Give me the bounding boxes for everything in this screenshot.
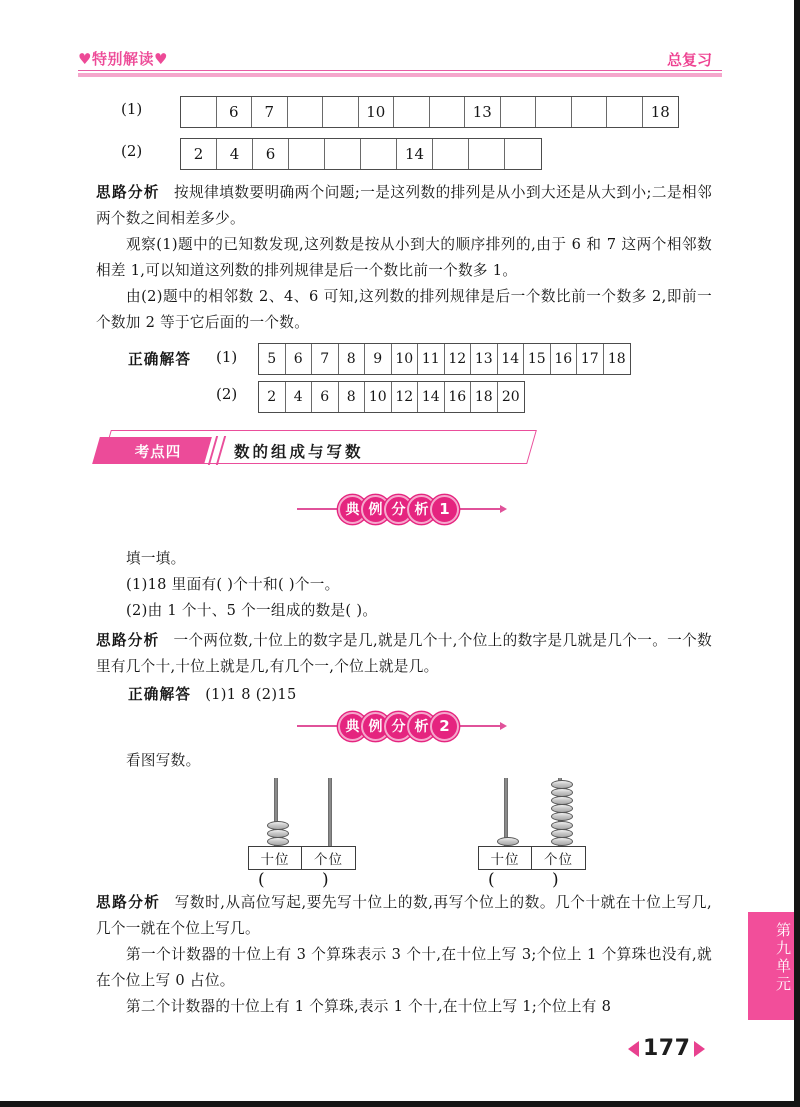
- dianli-chip: 析: [407, 712, 436, 741]
- question-number-strip-2: [180, 138, 542, 170]
- dianli-chip: 析: [407, 495, 436, 524]
- answer-row2-label: (2): [216, 385, 238, 403]
- number-cell: 18: [607, 351, 626, 367]
- number-cell: 8: [339, 344, 366, 374]
- page-bottom-edge: [0, 1101, 800, 1107]
- number-cell: [469, 139, 505, 169]
- number-cell: 4: [286, 382, 313, 412]
- number-cell: 12: [445, 344, 472, 374]
- analysis-1-paragraph-2: 观察(1)题中的已知数发现,这列数是按从小到大的顺序排列的,由于 6 和 7 这两个相邻数相差 1,可以知道这列数的排列规律是后一个数比前一个数多 1。: [96, 236, 712, 279]
- analysis-1-paragraph-3: 由(2)题中的相邻数 2、4、6 可知,这列数的排列规律是后一个数比前一个数多 2,即前一个数加 2 等于它后面的一个数。: [96, 288, 712, 331]
- number-cell: 12: [392, 382, 419, 412]
- example-1-answer-text: (1)1 8 (2)15: [205, 686, 297, 703]
- number-cell: 16: [551, 344, 578, 374]
- analysis-1-label: 思路分析: [96, 184, 160, 201]
- dianli-left-rule: [297, 508, 341, 510]
- number-cell: 13: [471, 344, 498, 374]
- abacus-bead: [551, 821, 573, 830]
- number-cell: 10: [365, 382, 392, 412]
- dianli-chip: 分: [384, 495, 413, 524]
- kaodian-banner: [96, 434, 532, 466]
- answer-number-strip-1: [258, 343, 631, 375]
- example-2-analysis-text-1: 写数时,从高位写起,要先写十位上的数,再写个位上的数。几个十就在十位上写几,几个一就在个位上写几。: [96, 894, 712, 937]
- abacus-1-ones-label: 个位: [314, 852, 343, 868]
- number-cell: 9: [365, 344, 392, 374]
- number-cell: 6: [312, 382, 339, 412]
- abacus-1-base: [248, 846, 356, 870]
- number-cell: 2: [259, 382, 286, 412]
- abacus-counter-2: [462, 770, 592, 890]
- folio-page-number: 177: [643, 1036, 691, 1061]
- number-cell: 14: [418, 382, 445, 412]
- answer-number-strip-2: [258, 381, 525, 413]
- number-cell: 7: [312, 344, 339, 374]
- header-rule-thin: [78, 70, 722, 71]
- answer-row1-label: (1): [216, 348, 238, 366]
- abacus-bead: [551, 829, 573, 838]
- number-cell: 11: [418, 344, 445, 374]
- question-number-strip-1: [180, 96, 679, 128]
- number-cell: [607, 97, 643, 127]
- abacus-bead: [267, 837, 289, 846]
- number-cell: 10: [359, 97, 395, 127]
- abacus-bead: [267, 829, 289, 838]
- example-1-analysis-text: 一个两位数,十位上的数字是几,就是几个十,个位上的数字是几就是几个一。一个数里有几个十,十位上就是几,有几个一,个位上就是几。: [96, 632, 712, 675]
- running-head-right-label: 总复习: [666, 51, 712, 69]
- running-head: [78, 48, 722, 78]
- example-2-analysis-paragraph-3: 第二个计数器的十位上有 1 个算珠,表示 1 个十,在十位上写 1;个位上有 8: [126, 998, 612, 1015]
- abacus-2-answer-blank: ( ): [488, 870, 585, 890]
- abacus-2-tens-label: 十位: [479, 847, 532, 869]
- example-1-analysis: [96, 628, 712, 680]
- abacus-bead: [551, 788, 573, 797]
- number-cell: [181, 97, 217, 127]
- number-cell: [430, 97, 466, 127]
- analysis-1-paragraph-1: [96, 180, 712, 232]
- number-cell: 8: [339, 382, 366, 412]
- running-head-left-label: ♥特别解读♥: [78, 50, 168, 68]
- abacus-bead: [551, 837, 573, 846]
- number-cell: [325, 139, 361, 169]
- dianli-arrow-icon: [500, 722, 507, 730]
- dianli-chip: 例: [361, 495, 390, 524]
- dianli-right-rule: [456, 725, 500, 727]
- example-2-analysis-paragraph-1: [96, 890, 712, 942]
- abacus-bead: [267, 821, 289, 830]
- abacus-counter-1: [232, 770, 362, 890]
- number-cell: [572, 97, 608, 127]
- dianli-right-rule: [456, 508, 500, 510]
- number-cell: 7: [252, 97, 288, 127]
- analysis-1-text-1: 按规律填数要明确两个问题;一是这列数的排列是从小到大还是从大到小;二是相邻两个数之间相差多少。: [96, 184, 712, 227]
- example-1-answer: [128, 682, 297, 708]
- abacus-2-tens-rod: [504, 778, 508, 846]
- abacus-bead: [551, 804, 573, 813]
- number-cell: [361, 139, 397, 169]
- question-row1-label: (1): [121, 100, 143, 118]
- example-1-analysis-label: 思路分析: [96, 632, 160, 649]
- number-cell: 6: [253, 139, 289, 169]
- dianli-badge-1: [282, 494, 522, 524]
- number-cell: [289, 139, 325, 169]
- dianli-chip: 例: [361, 712, 390, 741]
- abacus-1-answer-blank: ( ): [258, 870, 355, 890]
- number-cell: 10: [392, 344, 419, 374]
- abacus-1-ones-rod: [328, 778, 332, 846]
- number-cell: 14: [498, 344, 525, 374]
- dianli-left-rule: [297, 725, 341, 727]
- number-cell: 15: [524, 344, 551, 374]
- abacus-1-tens-label: 十位: [249, 847, 302, 869]
- abacus-bead: [551, 812, 573, 821]
- number-cell: [394, 97, 430, 127]
- number-cell: 17: [577, 344, 604, 374]
- number-cell: [536, 97, 572, 127]
- number-cell: 4: [217, 139, 253, 169]
- number-cell: 13: [465, 97, 501, 127]
- answer-1-label: 正确解答: [128, 351, 192, 368]
- kaodian-title: 数的组成与写数: [234, 442, 364, 461]
- example-2-prompt: 看图写数。: [126, 752, 201, 769]
- abacus-bead: [497, 837, 519, 846]
- abacus-2-ones-label: 个位: [544, 852, 573, 868]
- header-rule-thick: [78, 73, 722, 77]
- number-cell: [501, 97, 537, 127]
- number-cell: 5: [259, 344, 286, 374]
- number-cell: 16: [445, 382, 472, 412]
- number-cell: 6: [286, 344, 313, 374]
- example-2-analysis-paragraph-2: 第一个计数器的十位上有 3 个算珠表示 3 个十,在十位上写 3;个位上 1 个算珠也没有,就在个位上写 0 占位。: [96, 946, 712, 989]
- dianli-number-chip: 1: [430, 495, 459, 524]
- dianli-number-chip: 2: [430, 712, 459, 741]
- abacus-bead: [551, 796, 573, 805]
- page-folio: [628, 1036, 705, 1061]
- dianli-chip: 分: [384, 712, 413, 741]
- number-cell: 2: [181, 139, 217, 169]
- abacus-bead: [551, 780, 573, 789]
- number-cell: 18: [650, 103, 670, 121]
- number-cell: [505, 139, 541, 169]
- folio-right-triangle-icon: [694, 1041, 705, 1057]
- unit-side-tab-label: 第九单元: [774, 922, 792, 994]
- question-row2-label: (2): [121, 142, 143, 160]
- example-1-question-2: (2)由 1 个十、5 个一组成的数是( )。: [126, 602, 378, 619]
- abacus-2-base: [478, 846, 586, 870]
- dianli-badge-2: [282, 711, 522, 741]
- number-cell: 18: [471, 382, 498, 412]
- page-right-edge: [794, 0, 800, 1107]
- number-cell: 6: [217, 97, 253, 127]
- example-1-question-1: (1)18 里面有( )个十和( )个一。: [126, 576, 340, 593]
- kaodian-tab-label: 考点四: [134, 445, 182, 461]
- number-cell: [288, 97, 324, 127]
- number-cell: 14: [397, 139, 433, 169]
- dianli-chip: 典: [338, 495, 367, 524]
- number-cell: 20: [501, 389, 520, 405]
- number-cell: [433, 139, 469, 169]
- dianli-arrow-icon: [500, 505, 507, 513]
- folio-left-triangle-icon: [628, 1041, 639, 1057]
- example-1-answer-label: 正确解答: [128, 686, 192, 703]
- example-1-prompt: 填一填。: [126, 550, 186, 567]
- dianli-chip: 典: [338, 712, 367, 741]
- number-cell: [323, 97, 359, 127]
- example-2-analysis-label: 思路分析: [96, 894, 161, 911]
- unit-side-tab: [748, 912, 794, 1020]
